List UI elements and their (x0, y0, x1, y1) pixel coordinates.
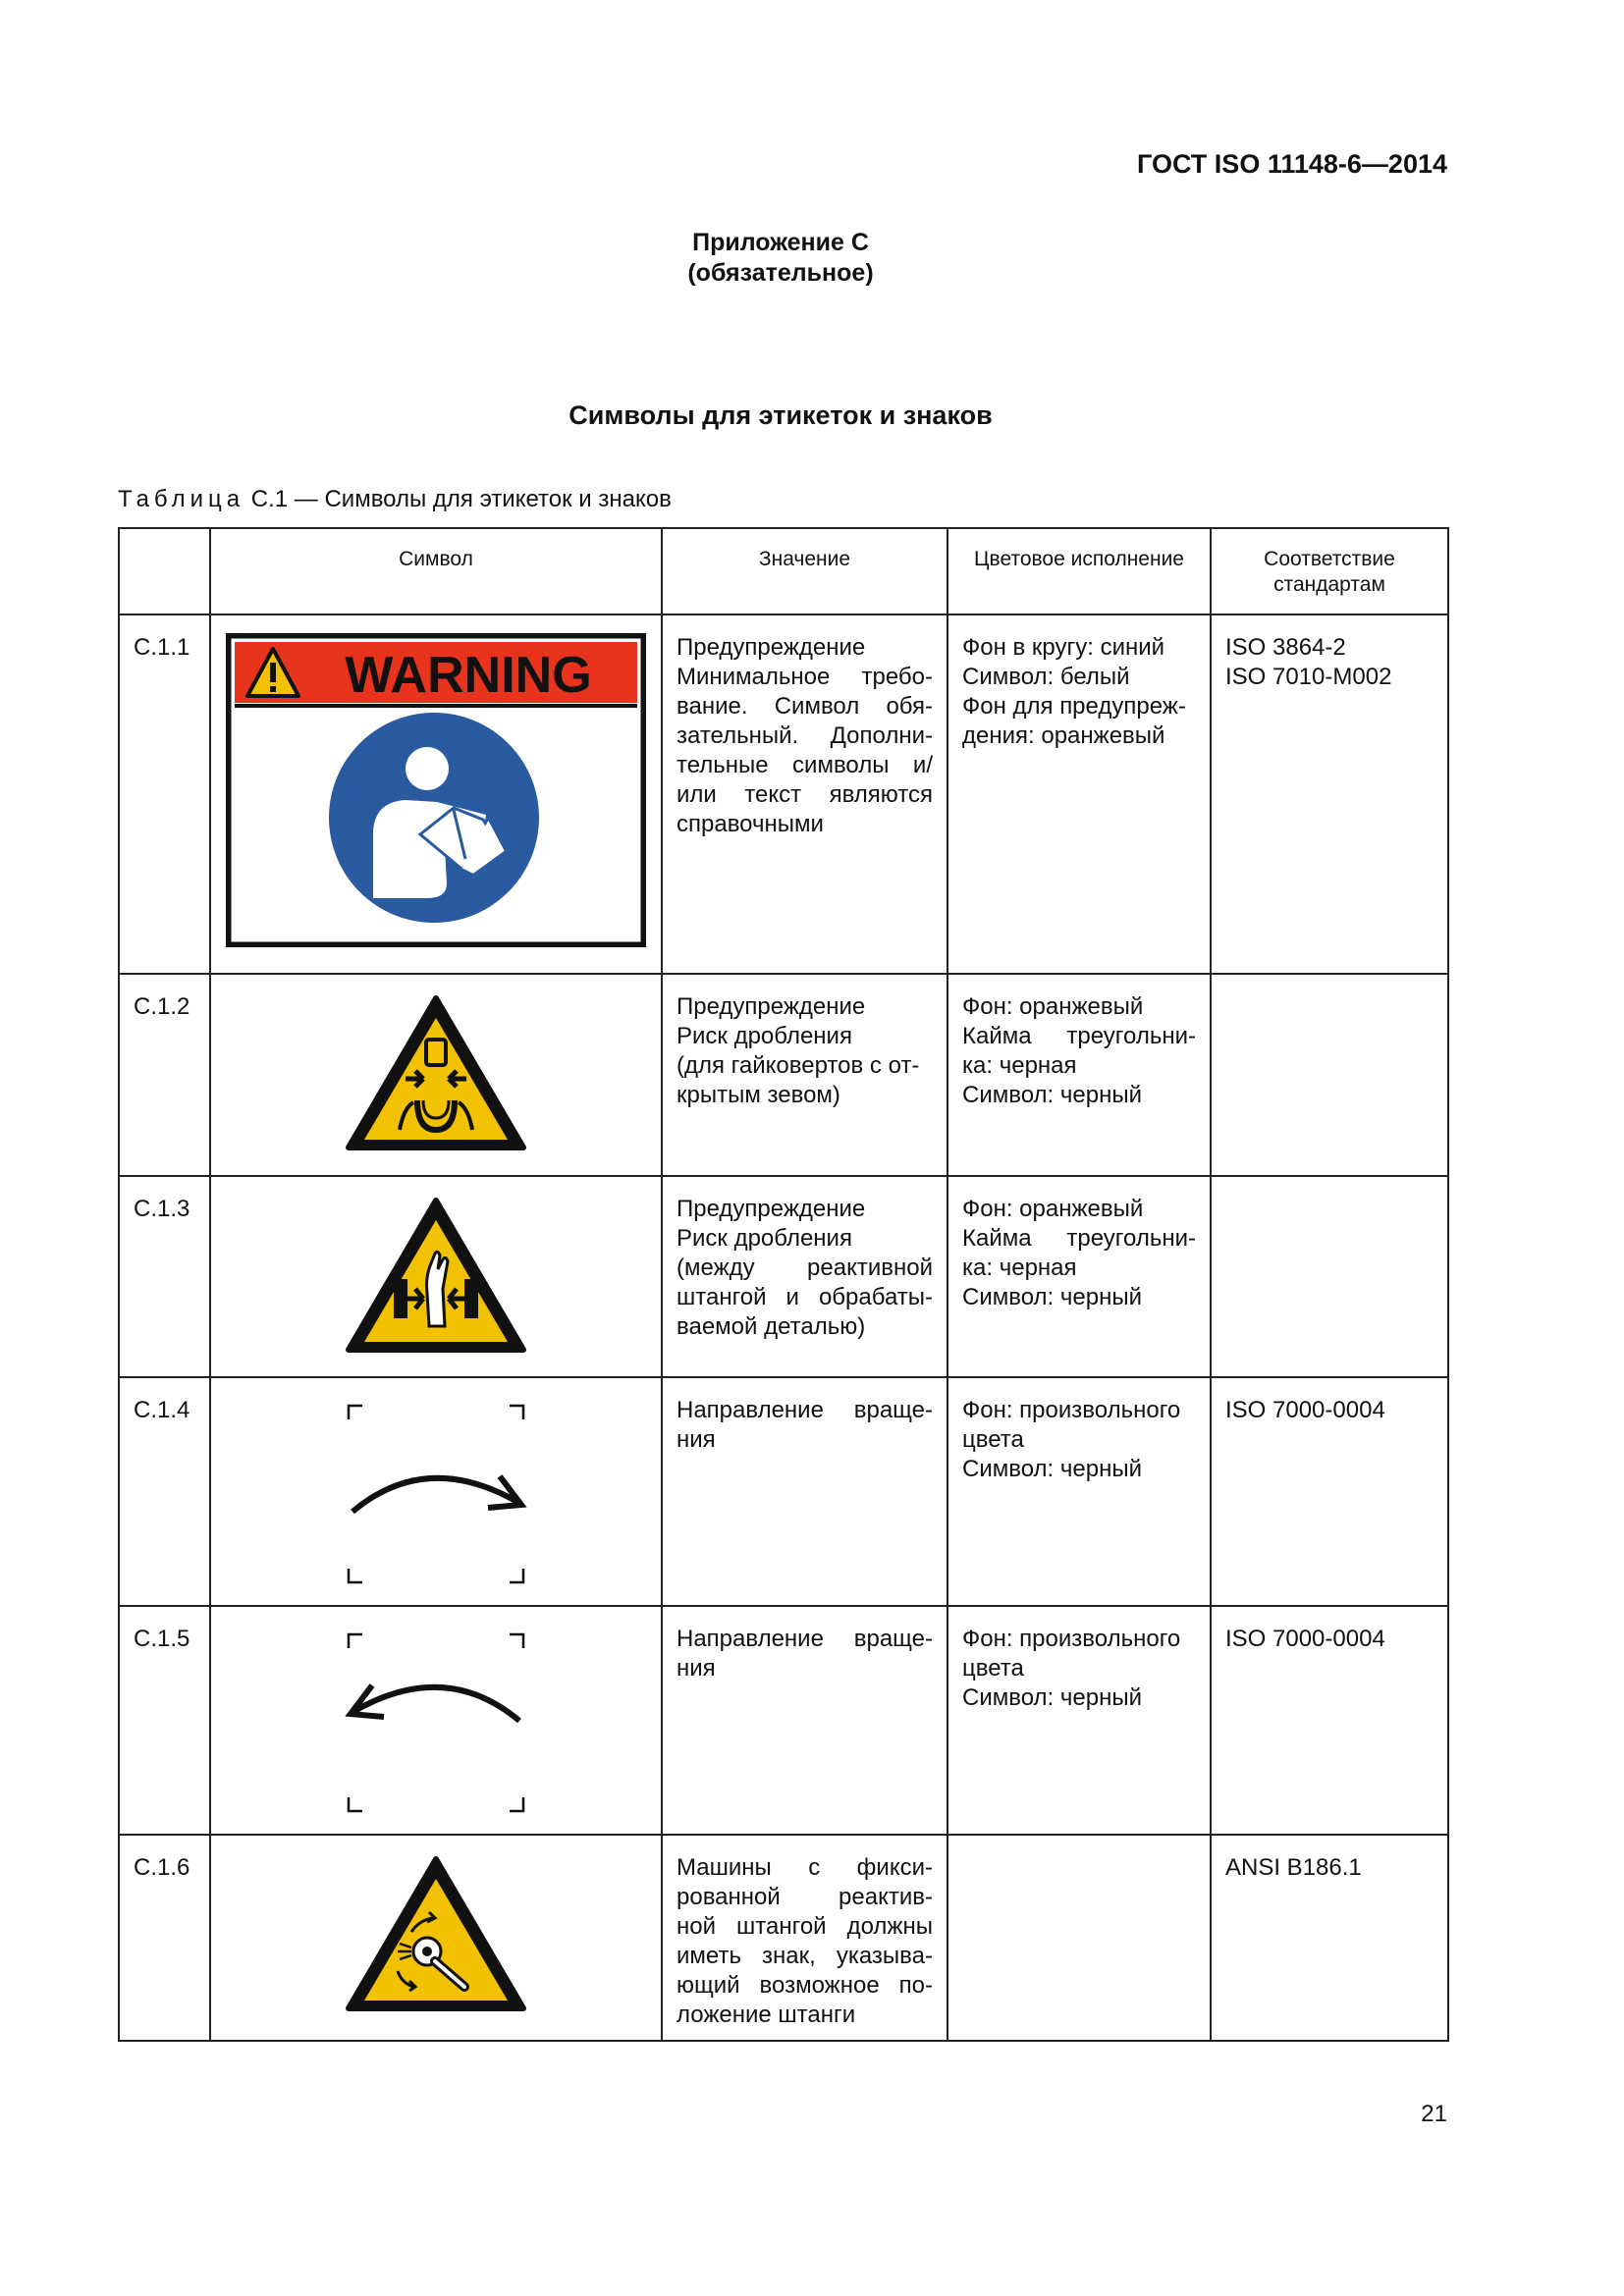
text-line: вание. Символ обя- (677, 693, 933, 720)
text-line: ющий возможное по- (677, 1972, 933, 1999)
text-line: Фон: оранжевый (962, 1196, 1144, 1222)
table-header-row (119, 528, 1448, 614)
symbol-cell (210, 1835, 662, 2041)
header-meaning: Значение (662, 528, 947, 614)
reaction-bar-position-sign (343, 1853, 529, 2016)
text-line: зательный. Дополни- (677, 722, 933, 749)
header-symbol: Символ (210, 528, 662, 614)
text-line: Кайма треугольни- (962, 1023, 1196, 1049)
text-line: ной штангой должны (677, 1913, 933, 1940)
table-row (119, 614, 1448, 974)
text-line: иметь знак, указыва- (677, 1943, 933, 1969)
symbol-cell (210, 1606, 662, 1835)
text-line: ка: черная (962, 1052, 1077, 1079)
text-line: Фон: оранжевый (962, 993, 1144, 1020)
text-line: рованной реактив- (677, 1884, 933, 1910)
meaning-cell (662, 1606, 947, 1835)
table-row (119, 974, 1448, 1176)
table-caption-prefix: Таблица (118, 486, 245, 512)
text-line: ния (677, 1426, 716, 1453)
text-line: Машины с фикси- (677, 1854, 933, 1881)
text-line: Фон: произвольного (962, 1626, 1181, 1652)
text-line: Символ: черный (962, 1684, 1142, 1711)
standards-cell (1211, 1176, 1448, 1377)
color-cell (947, 1606, 1211, 1835)
standards-cell (1211, 1377, 1448, 1606)
warning-sign-text: WARNING (345, 647, 592, 704)
crush-hazard-reaction-bar-sign (343, 1195, 529, 1358)
symbol-cell (210, 1176, 662, 1377)
text-line: дения: оранжевый (962, 722, 1165, 749)
table-row (119, 1606, 1448, 1835)
symbol-cell (210, 974, 662, 1176)
standards-cell (1211, 1835, 1448, 2041)
text-line: Направление враще- (677, 1626, 933, 1652)
symbol-cell (210, 1377, 662, 1606)
color-cell (947, 1176, 1211, 1377)
text-line: ISO 7000-0004 (1225, 1626, 1385, 1652)
meaning-cell (662, 1835, 947, 2041)
rotation-clockwise-icon (333, 1396, 539, 1592)
annex-title: Приложение С (692, 229, 869, 256)
symbols-table (118, 527, 1449, 2042)
text-line: Фон для предупреж- (962, 693, 1186, 720)
text-line: крытым зевом) (677, 1082, 840, 1108)
text-line: ваемой деталью) (677, 1313, 866, 1340)
warning-read-manual-sign (226, 633, 646, 947)
text-line: цвета (962, 1426, 1024, 1453)
standards-cell (1211, 614, 1448, 974)
text-line: справочными (677, 811, 824, 837)
text-line: или текст являются (677, 781, 933, 808)
meaning-cell (662, 1377, 947, 1606)
meaning-cell (662, 974, 947, 1176)
text-line: ния (677, 1655, 716, 1682)
text-line: (между реактивной (677, 1255, 933, 1281)
text-line: ANSI B186.1 (1225, 1854, 1362, 1881)
text-line: штангой и обрабаты- (677, 1284, 933, 1310)
header-standards-line: стандартам (1273, 573, 1385, 596)
meaning-cell (662, 614, 947, 974)
row-number: С.1.5 (119, 1606, 210, 1835)
color-cell (947, 614, 1211, 974)
row-number: С.1.4 (119, 1377, 210, 1606)
text-line: (для гайковертов с от- (677, 1052, 920, 1079)
table-row (119, 1835, 1448, 2041)
header-standards-line: Соответствие (1264, 548, 1395, 570)
table-caption (118, 486, 672, 513)
rotation-counterclockwise-icon (333, 1625, 539, 1821)
text-line: Риск дробления (677, 1023, 852, 1049)
header-standards (1211, 528, 1448, 614)
table-row (119, 1377, 1448, 1606)
text-line: ISO 7010-M002 (1225, 664, 1392, 690)
table-row (119, 1176, 1448, 1377)
header-color: Цветовое исполнение (947, 528, 1211, 614)
page-number: 21 (1421, 2101, 1447, 2127)
standards-cell (1211, 974, 1448, 1176)
text-line: Предупреждение (677, 634, 866, 661)
text-line: Фон в кругу: синий (962, 634, 1165, 661)
text-line: цвета (962, 1655, 1024, 1682)
text-line: ISO 7000-0004 (1225, 1397, 1385, 1423)
crush-hazard-open-wrench-sign (343, 992, 529, 1155)
text-line: Предупреждение (677, 993, 866, 1020)
symbol-cell (210, 614, 662, 974)
annex-heading (0, 228, 1561, 289)
text-line: Направление враще- (677, 1397, 933, 1423)
text-line: Фон: произвольного (962, 1397, 1181, 1423)
text-line: Символ: белый (962, 664, 1130, 690)
table-caption-text: С.1 — Символы для этикеток и знаков (250, 486, 672, 512)
row-number: С.1.6 (119, 1835, 210, 2041)
text-line: Предупреждение (677, 1196, 866, 1222)
text-line: Символ: черный (962, 1456, 1142, 1482)
row-number: С.1.1 (119, 614, 210, 974)
header-num (119, 528, 210, 614)
color-cell (947, 1835, 1211, 2041)
text-line: Символ: черный (962, 1082, 1142, 1108)
standard-number: ГОСТ ISO 11148-6—2014 (1137, 149, 1447, 179)
text-line: тельные символы и/ (677, 752, 933, 778)
text-line: Кайма треугольни- (962, 1225, 1196, 1252)
row-number: С.1.2 (119, 974, 210, 1176)
color-cell (947, 974, 1211, 1176)
text-line: Минимальное требо- (677, 664, 933, 690)
section-title: Символы для этикеток и знаков (568, 400, 993, 430)
text-line: ISO 3864-2 (1225, 634, 1346, 661)
standards-cell (1211, 1606, 1448, 1835)
text-line: ка: черная (962, 1255, 1077, 1281)
text-line: Символ: черный (962, 1284, 1142, 1310)
annex-status: (обязательное) (687, 259, 874, 287)
text-line: ложение штанги (677, 2002, 856, 2028)
row-number: С.1.3 (119, 1176, 210, 1377)
meaning-cell (662, 1176, 947, 1377)
text-line: Риск дробления (677, 1225, 852, 1252)
color-cell (947, 1377, 1211, 1606)
